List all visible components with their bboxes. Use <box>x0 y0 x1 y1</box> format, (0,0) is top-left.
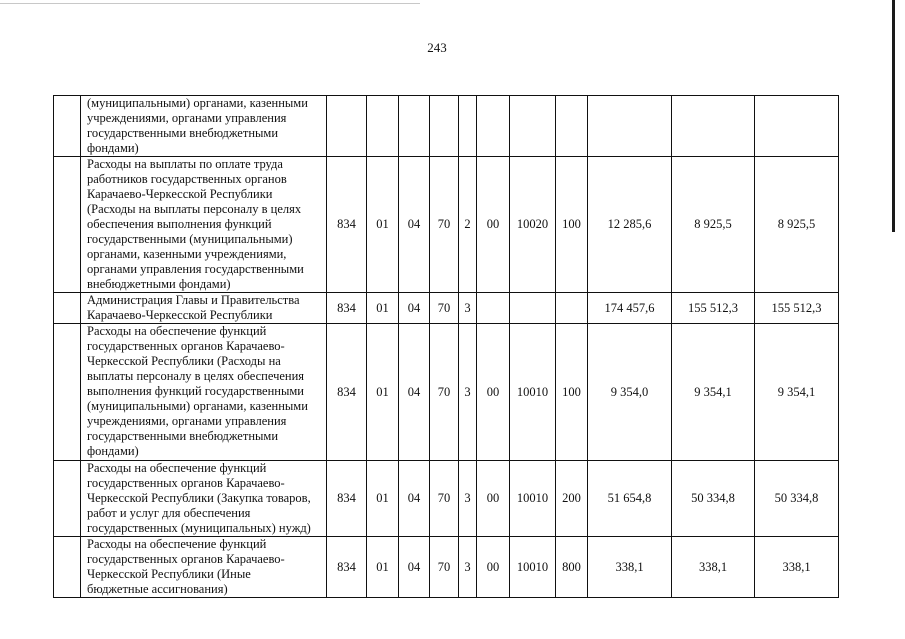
main-event-code: 00 <box>477 324 510 461</box>
admin-code <box>327 96 367 157</box>
program-code: 70 <box>430 324 459 461</box>
program-code <box>430 96 459 157</box>
page-number: 243 <box>427 40 447 55</box>
scan-top-line <box>0 3 420 4</box>
amount-year-3: 8 925,5 <box>755 157 839 293</box>
subsection-code: 04 <box>399 157 430 293</box>
expense-type-code: 800 <box>556 537 588 598</box>
admin-code: 834 <box>327 157 367 293</box>
main-event-code: 00 <box>477 461 510 537</box>
row-marker-cell <box>54 293 81 324</box>
amount-year-1: 51 654,8 <box>588 461 672 537</box>
admin-code: 834 <box>327 324 367 461</box>
amount-year-1 <box>588 96 672 157</box>
section-code: 01 <box>367 293 399 324</box>
main-event-code: 00 <box>477 157 510 293</box>
row-description: Расходы на выплаты по оплате труда работников государственных органов Карачаево-Черкесской Республики (Расходы на выплаты персоналу в целях обеспечения выполнения функций государственными (муниципальными) органами, казенными учреждениями, органами управления государственными внебюджетными фондами) <box>81 157 327 293</box>
subprogram-code: 3 <box>459 537 477 598</box>
amount-year-1: 9 354,0 <box>588 324 672 461</box>
admin-code: 834 <box>327 537 367 598</box>
amount-year-3 <box>755 96 839 157</box>
expense-direction-code: 10020 <box>510 157 556 293</box>
row-description: (муниципальными) органами, казенными учреждениями, органами управления государственными внебюджетными фондами) <box>81 96 327 157</box>
program-code: 70 <box>430 537 459 598</box>
expense-type-code: 100 <box>556 324 588 461</box>
amount-year-2: 338,1 <box>672 537 755 598</box>
expense-direction-code: 10010 <box>510 537 556 598</box>
section-code: 01 <box>367 157 399 293</box>
subprogram-code: 2 <box>459 157 477 293</box>
section-code: 01 <box>367 537 399 598</box>
amount-year-1: 338,1 <box>588 537 672 598</box>
section-code: 01 <box>367 324 399 461</box>
row-description: Расходы на обеспечение функций государственных органов Карачаево- Черкесской Республики (Иные бюджетные ассигнования) <box>81 537 327 598</box>
expense-type-code <box>556 96 588 157</box>
expense-direction-code <box>510 293 556 324</box>
scan-right-edge <box>892 0 895 232</box>
budget-table <box>53 95 839 598</box>
subprogram-code: 3 <box>459 461 477 537</box>
expense-direction-code: 10010 <box>510 324 556 461</box>
subsection-code: 04 <box>399 461 430 537</box>
expense-direction-code: 10010 <box>510 461 556 537</box>
section-code: 01 <box>367 461 399 537</box>
row-marker-cell <box>54 157 81 293</box>
main-event-code <box>477 96 510 157</box>
subsection-code: 04 <box>399 537 430 598</box>
table-row <box>54 324 839 461</box>
subsection-code: 04 <box>399 324 430 461</box>
amount-year-2 <box>672 96 755 157</box>
subprogram-code: 3 <box>459 293 477 324</box>
section-code <box>367 96 399 157</box>
subsection-code: 04 <box>399 293 430 324</box>
admin-code: 834 <box>327 461 367 537</box>
amount-year-1: 174 457,6 <box>588 293 672 324</box>
table-row <box>54 96 839 157</box>
expense-type-code <box>556 293 588 324</box>
program-code: 70 <box>430 293 459 324</box>
expense-type-code: 100 <box>556 157 588 293</box>
row-marker-cell <box>54 461 81 537</box>
admin-code: 834 <box>327 293 367 324</box>
amount-year-2: 8 925,5 <box>672 157 755 293</box>
row-marker-cell <box>54 537 81 598</box>
amount-year-2: 155 512,3 <box>672 293 755 324</box>
amount-year-3: 155 512,3 <box>755 293 839 324</box>
row-description: Администрация Главы и Правительства Карачаево-Черкесской Республики <box>81 293 327 324</box>
row-description: Расходы на обеспечение функций государственных органов Карачаево- Черкесской Республики (Расходы на выплаты персоналу в целях обеспечения выполнения функций государственными (муниципальными) органами, казенными учреждениями, органами управления государственными внебюджетными фондами) <box>81 324 327 461</box>
expense-direction-code <box>510 96 556 157</box>
program-code: 70 <box>430 157 459 293</box>
row-marker-cell <box>54 96 81 157</box>
table-row <box>54 157 839 293</box>
row-marker-cell <box>54 324 81 461</box>
table-row <box>54 537 839 598</box>
table-row <box>54 293 839 324</box>
subsection-code <box>399 96 430 157</box>
subprogram-code: 3 <box>459 324 477 461</box>
amount-year-1: 12 285,6 <box>588 157 672 293</box>
main-event-code <box>477 293 510 324</box>
subprogram-code <box>459 96 477 157</box>
amount-year-3: 338,1 <box>755 537 839 598</box>
main-event-code: 00 <box>477 537 510 598</box>
table-row <box>54 461 839 537</box>
amount-year-2: 50 334,8 <box>672 461 755 537</box>
expense-type-code: 200 <box>556 461 588 537</box>
row-description: Расходы на обеспечение функций государственных органов Карачаево- Черкесской Республики (Закупка товаров, работ и услуг для обеспечения государственных (муниципальных) нужд) <box>81 461 327 537</box>
amount-year-2: 9 354,1 <box>672 324 755 461</box>
program-code: 70 <box>430 461 459 537</box>
amount-year-3: 50 334,8 <box>755 461 839 537</box>
amount-year-3: 9 354,1 <box>755 324 839 461</box>
